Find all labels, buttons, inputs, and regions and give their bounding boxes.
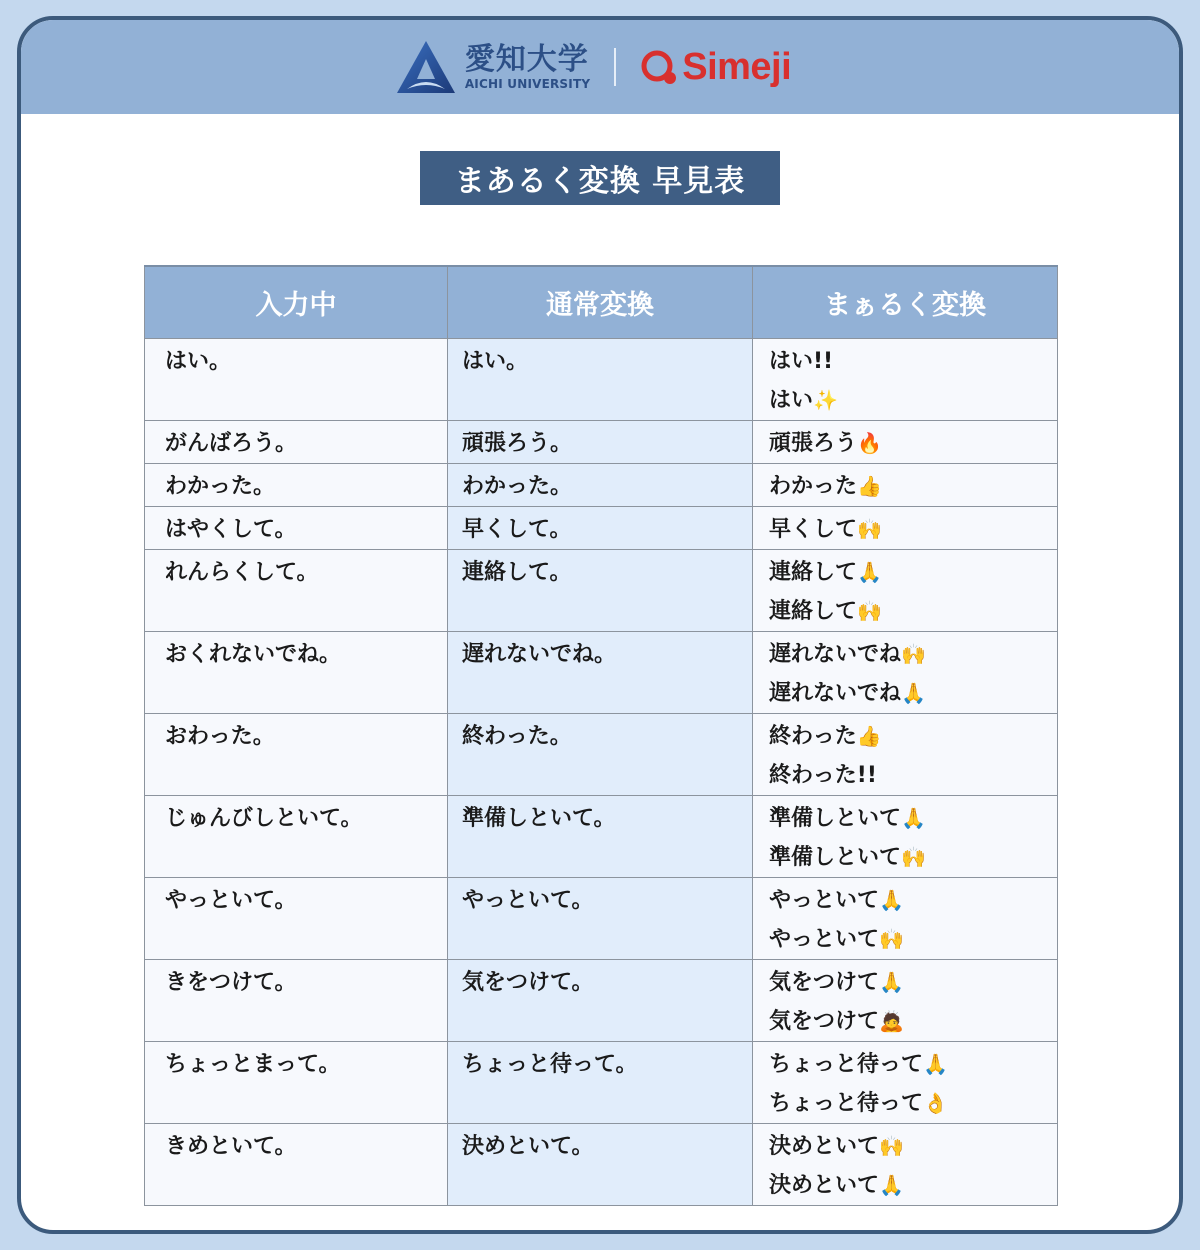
normal-text: やっといて。 [462, 887, 594, 913]
raising-hands-icon: 🙌 [857, 516, 882, 541]
marukku-line [769, 963, 1057, 1002]
marukku-text: 連絡して [769, 559, 858, 585]
marukku-line [769, 467, 1057, 506]
folded-hands-icon: 🙏 [879, 1172, 904, 1197]
marukku-line [769, 756, 1057, 795]
cell-marukku [753, 549, 1058, 631]
table-row [145, 713, 1058, 795]
aichi-university-jp: 愛知大学 [464, 41, 589, 77]
marukku-text: ちょっと待って [769, 1090, 924, 1116]
header-marukku-conversion: まぁるく変換 [753, 266, 1058, 338]
cell-input [145, 1123, 448, 1205]
marukku-line [769, 717, 1057, 756]
normal-text: 早くして。 [462, 516, 572, 542]
normal-text: 決めといて。 [462, 1133, 594, 1159]
cell-input [145, 877, 448, 959]
cell-normal [448, 959, 753, 1041]
table-header-row [145, 266, 1058, 338]
cell-marukku [753, 420, 1058, 463]
simeji-wordmark: Simeji [682, 45, 792, 88]
folded-hands-icon: 🙏 [901, 805, 926, 830]
marukku-line [769, 881, 1057, 920]
marukku-line [769, 342, 1057, 381]
marukku-text: やっといて [769, 926, 880, 952]
folded-hands-icon: 🙏 [857, 559, 882, 584]
marukku-line [769, 381, 1057, 420]
cell-marukku [753, 1123, 1058, 1205]
normal-text: ちょっと待って。 [462, 1051, 638, 1077]
marukku-text: はい!! [769, 348, 834, 374]
marukku-text: 準備しといて [769, 844, 902, 870]
conversion-table [144, 265, 1058, 1206]
raising-hands-icon: 🙌 [901, 844, 926, 869]
table-row [145, 506, 1058, 549]
input-text: はやくして。 [165, 516, 297, 542]
cell-marukku [753, 631, 1058, 713]
input-text: わかった。 [165, 473, 276, 499]
ok-hand-icon: 👌 [923, 1090, 948, 1115]
table-row [145, 877, 1058, 959]
marukku-text: 準備しといて [769, 805, 902, 831]
marukku-line [769, 592, 1057, 631]
cell-normal [448, 506, 753, 549]
cell-normal [448, 713, 753, 795]
cell-input [145, 506, 448, 549]
input-text: きをつけて。 [165, 969, 297, 995]
aichi-university-logo-icon [395, 39, 457, 95]
marukku-text: 頑張ろう [769, 430, 858, 456]
cell-normal [448, 1123, 753, 1205]
marukku-text: はい [769, 387, 814, 413]
sparkles-icon: ✨ [813, 387, 838, 412]
table-row [145, 631, 1058, 713]
input-text: ちょっとまって。 [165, 1051, 341, 1077]
raising-hands-icon: 🙌 [879, 1133, 904, 1158]
normal-text: 遅れないでね。 [462, 641, 617, 667]
table-row [145, 795, 1058, 877]
folded-hands-icon: 🙏 [879, 887, 904, 912]
raising-hands-icon: 🙌 [879, 926, 904, 951]
logo-header [21, 20, 1179, 114]
header-normal-conversion: 通常変換 [448, 266, 753, 338]
marukku-text: 終わった [769, 723, 857, 749]
normal-text: 気をつけて。 [462, 969, 594, 995]
normal-text: 準備しといて。 [462, 805, 616, 831]
card-frame [17, 16, 1183, 1234]
cell-normal [448, 420, 753, 463]
folded-hands-icon: 🙏 [923, 1051, 948, 1076]
marukku-line [769, 799, 1057, 838]
thumbs-up-icon: 👍 [857, 473, 882, 498]
normal-text: 連絡して。 [462, 559, 572, 585]
logo-divider [614, 48, 616, 86]
cell-input [145, 795, 448, 877]
cell-input [145, 713, 448, 795]
bowing-person-icon: 🙇 [879, 1008, 904, 1033]
normal-text: 頑張ろう。 [462, 430, 573, 456]
marukku-text: 遅れないでね [769, 680, 902, 706]
cell-marukku [753, 1041, 1058, 1123]
marukku-line [769, 553, 1057, 592]
marukku-text: 早くして [769, 516, 858, 542]
input-text: はい。 [165, 348, 232, 374]
cell-marukku [753, 795, 1058, 877]
marukku-line [769, 510, 1057, 549]
cell-marukku [753, 959, 1058, 1041]
marukku-text: わかった [769, 473, 858, 499]
marukku-line [769, 1166, 1057, 1205]
aichi-university-en: AICHI UNIVERSITY [464, 76, 591, 91]
cell-normal [448, 795, 753, 877]
input-text: おわった。 [165, 723, 275, 749]
input-text: れんらくして。 [165, 559, 319, 585]
marukku-line [769, 1002, 1057, 1041]
cell-marukku [753, 877, 1058, 959]
cell-marukku [753, 338, 1058, 420]
cell-normal [448, 463, 753, 506]
marukku-text: やっといて [769, 887, 880, 913]
cell-normal [448, 877, 753, 959]
marukku-text: 連絡して [769, 598, 858, 624]
cell-input [145, 463, 448, 506]
raising-hands-icon: 🙌 [857, 598, 882, 623]
table-row [145, 549, 1058, 631]
table-row [145, 1123, 1058, 1205]
simeji-logo-icon [640, 48, 678, 86]
marukku-line [769, 1045, 1057, 1084]
cell-marukku [753, 463, 1058, 506]
marukku-line [769, 920, 1057, 959]
table-row [145, 338, 1058, 420]
folded-hands-icon: 🙏 [879, 969, 904, 994]
header-input: 入力中 [145, 266, 448, 338]
fire-icon: 🔥 [857, 430, 882, 455]
marukku-line [769, 635, 1057, 674]
cell-input [145, 549, 448, 631]
marukku-line [769, 674, 1057, 713]
folded-hands-icon: 🙏 [901, 680, 926, 705]
cell-normal [448, 1041, 753, 1123]
input-text: おくれないでね。 [165, 641, 342, 667]
cell-input [145, 959, 448, 1041]
cell-normal [448, 631, 753, 713]
marukku-text: 気をつけて [769, 1008, 880, 1034]
cell-input [145, 420, 448, 463]
normal-text: はい。 [462, 348, 529, 374]
cell-input [145, 1041, 448, 1123]
input-text: がんばろう。 [165, 430, 298, 456]
marukku-text: 決めといて [769, 1172, 880, 1198]
marukku-line [769, 1127, 1057, 1166]
raising-hands-icon: 🙌 [901, 641, 926, 666]
thumbs-up-icon: 👍 [856, 723, 882, 748]
table-row [145, 959, 1058, 1041]
normal-text: わかった。 [462, 473, 573, 499]
input-text: やっといて。 [165, 887, 297, 913]
marukku-text: 決めといて [769, 1133, 880, 1159]
input-text: きめといて。 [165, 1133, 297, 1159]
cell-input [145, 631, 448, 713]
table-row [145, 463, 1058, 506]
marukku-text: 終わった!! [769, 762, 877, 788]
input-text: じゅんびしといて。 [165, 805, 363, 831]
page-title: まあるく変換 早見表 [420, 151, 780, 205]
marukku-line [769, 424, 1057, 463]
cell-marukku [753, 713, 1058, 795]
table-row [145, 420, 1058, 463]
marukku-line [769, 1084, 1057, 1123]
cell-marukku [753, 506, 1058, 549]
marukku-line [769, 838, 1057, 877]
marukku-text: 気をつけて [769, 969, 880, 995]
normal-text: 終わった。 [462, 723, 572, 749]
marukku-text: 遅れないでね [769, 641, 902, 667]
cell-normal [448, 338, 753, 420]
marukku-text: ちょっと待って [769, 1051, 924, 1077]
cell-normal [448, 549, 753, 631]
cell-input [145, 338, 448, 420]
logo-group [395, 39, 791, 95]
table-row [145, 1041, 1058, 1123]
